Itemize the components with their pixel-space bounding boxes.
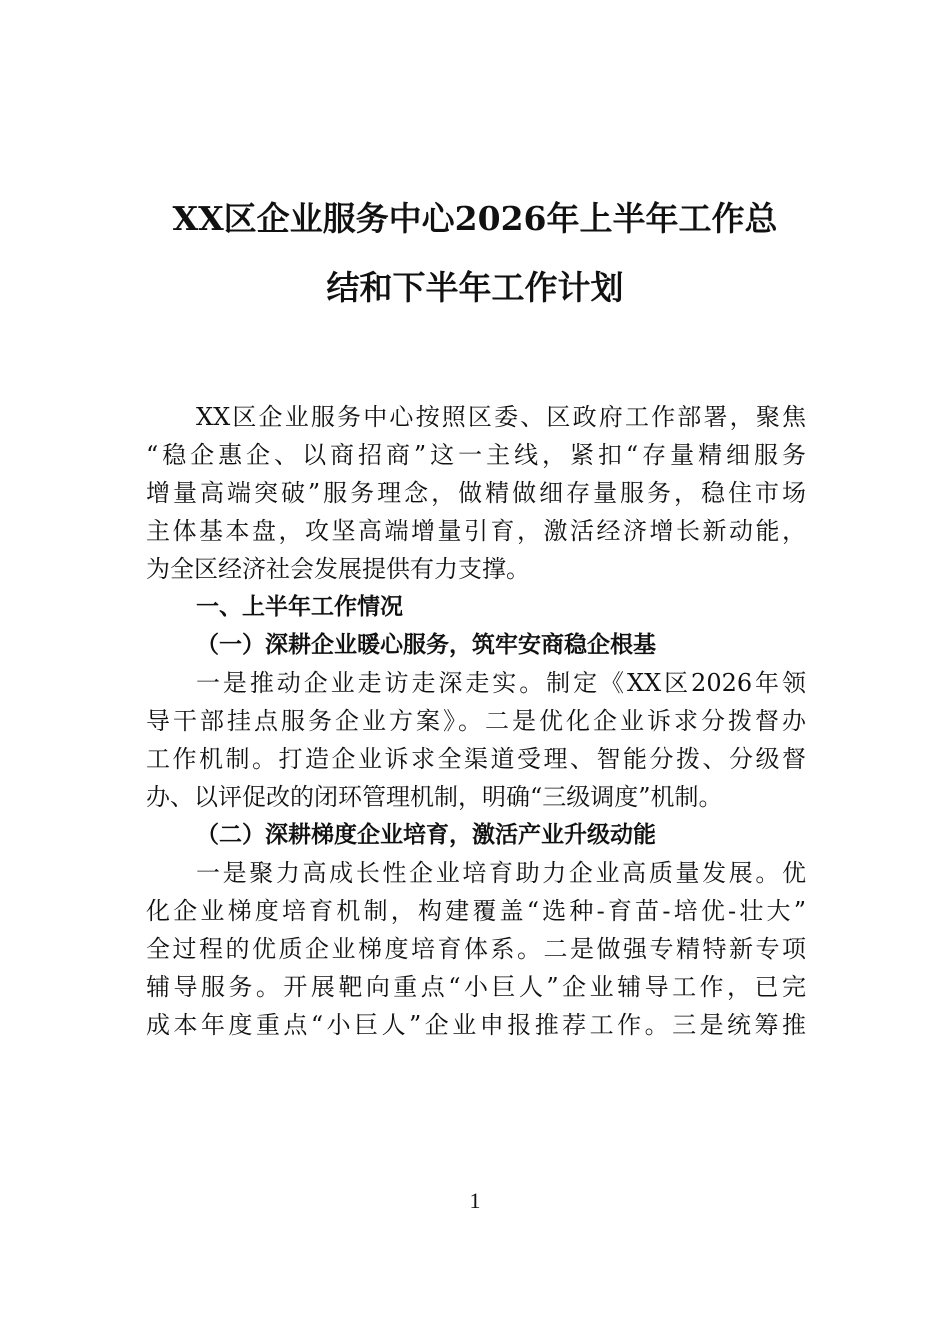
- section-2-line-1: 一是聚力高成长性企业培育助力企业高质量发展。优: [196, 859, 806, 887]
- intro-line-3: 增量高端突破”服务理念，做精做细存量服务，稳住市场: [146, 479, 806, 507]
- section-1-line-4: 办、以评促改的闭环管理机制，明确“三级调度”机制。: [146, 783, 723, 811]
- heading-1: 一、上半年工作情况: [196, 594, 403, 620]
- document-body: [146, 398, 806, 1044]
- section-2-line-2: 化企业梯度培育机制，构建覆盖“选种-育苗-培优-壮大”: [146, 897, 806, 925]
- section-2-line-5: 成本年度重点“小巨人”企业申报推荐工作。三是统筹推: [146, 1011, 806, 1039]
- section-2-line-4: 辅导服务。开展靶向重点“小巨人”企业辅导工作，已完: [146, 973, 806, 1001]
- intro-line-4: 主体基本盘，攻坚高端增量引育，激活经济增长新动能，: [146, 517, 806, 545]
- document-title-line-2: 结和下半年工作计划: [326, 268, 624, 307]
- page-number: 1: [469, 1188, 481, 1213]
- document-title-line-1: XX区企业服务中心2026年上半年工作总: [172, 199, 778, 238]
- intro-line-1: XX区企业服务中心按照区委、区政府工作部署，聚焦: [196, 403, 806, 431]
- intro-line-5: 为全区经济社会发展提供有力支撑。: [146, 555, 530, 583]
- section-1-line-2: 导干部挂点服务企业方案》。二是优化企业诉求分拨督办: [146, 707, 806, 735]
- section-1-line-3: 工作机制。打造企业诉求全渠道受理、智能分拨、分级督: [146, 745, 806, 773]
- section-2-heading: （二）深耕梯度企业培育，激活产业升级动能: [196, 821, 656, 848]
- section-2-line-3: 全过程的优质企业梯度培育体系。二是做强专精特新专项: [146, 935, 806, 963]
- intro-line-2: “稳企惠企、以商招商”这一主线，紧扣“存量精细服务: [146, 441, 806, 469]
- section-1-line-1: 一是推动企业走访走深走实。制定《XX区2026年领: [196, 669, 806, 697]
- section-1-heading: （一）深耕企业暖心服务，筑牢安商稳企根基: [196, 631, 656, 658]
